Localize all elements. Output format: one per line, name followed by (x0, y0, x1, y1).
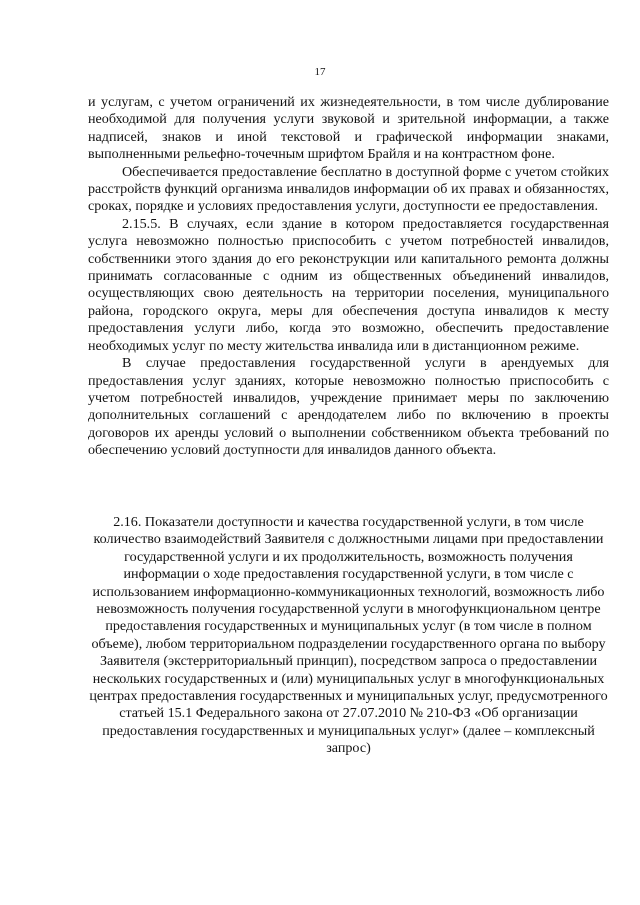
section-2-16-text: 2.16. Показатели доступности и качества государственной услуги, в том числе количество взаимодействий Заявителя с должностными лицами при предоставлении государственной услуги и их продолжительность, возможность получения информации о ходе предоставления государственной услуги, в том числе с использованием информационно-коммуникационных технологий, возможность либо невозможность получения государственной услуги в многофункциональном центре предоставления государственных и муниципальных услуг (в том числе в полном объеме), любом территориальном подразделении государственного органа по выбору Заявителя (экстерриториальный принцип), посредством запроса о предоставлении нескольких государственных и (или) муниципальных услуг в многофункциональных центрах предоставления государственных и муниципальных услуг, предусмотренного статьей 15.1 Федерального закона от 27.07.2010 № 210-ФЗ «Об организации предоставления государственных и муниципальных услуг» (далее – комплексный запрос) (89, 514, 608, 757)
section-2-16 (88, 514, 609, 758)
body-text (88, 94, 609, 460)
paragraph-continuation: и услугам, с учетом ограничений их жизнедеятельности, в том числе дублирование необходимой для получения услуги звуковой и зрительной информации, а также надписей, знаков и иной текстовой и графической информации знаками, выполненными рельефно-точечным шрифтом Брайля и на контрастном фоне. (88, 94, 609, 163)
page-number: 17 (314, 66, 326, 78)
paragraph-rights-information: Обеспечивается предоставление бесплатно в доступной форме с учетом стойких расстройств функций организма инвалидов информации об их правах и обязанностях, сроках, порядке и условиях предоставления услуги, доступности ее предоставления. (88, 163, 609, 215)
paragraph-leased-buildings: В случае предоставления государственной услуги в арендуемых для предоставления услуг зданиях, которые невозможно полностью приспособить с учетом потребностей инвалидов, учреждение принимает меры по заключению дополнительных соглашений с арендодателем либо по включению в проекты договоров их аренды условий о выполнении собственником объекта требований по обеспечению условий доступности для инвалидов данного объекта. (88, 355, 609, 459)
paragraph-2-15-5: 2.15.5. В случаях, если здание в котором предоставляется государственная услуга невозможно полностью приспособить с учетом потребностей инвалидов, собственники этого здания до его реконструкции или капитального ремонта должны принимать согласованные с одним из общественных объединений инвалидов, осуществляющих свою деятельность на территории поселения, муниципального района, городского округа, меры для обеспечения доступа инвалидов к месту предоставления услуги либо, когда это возможно, обеспечить предоставление необходимых услуг по месту жительства инвалида или в дистанционном режиме. (88, 215, 609, 354)
